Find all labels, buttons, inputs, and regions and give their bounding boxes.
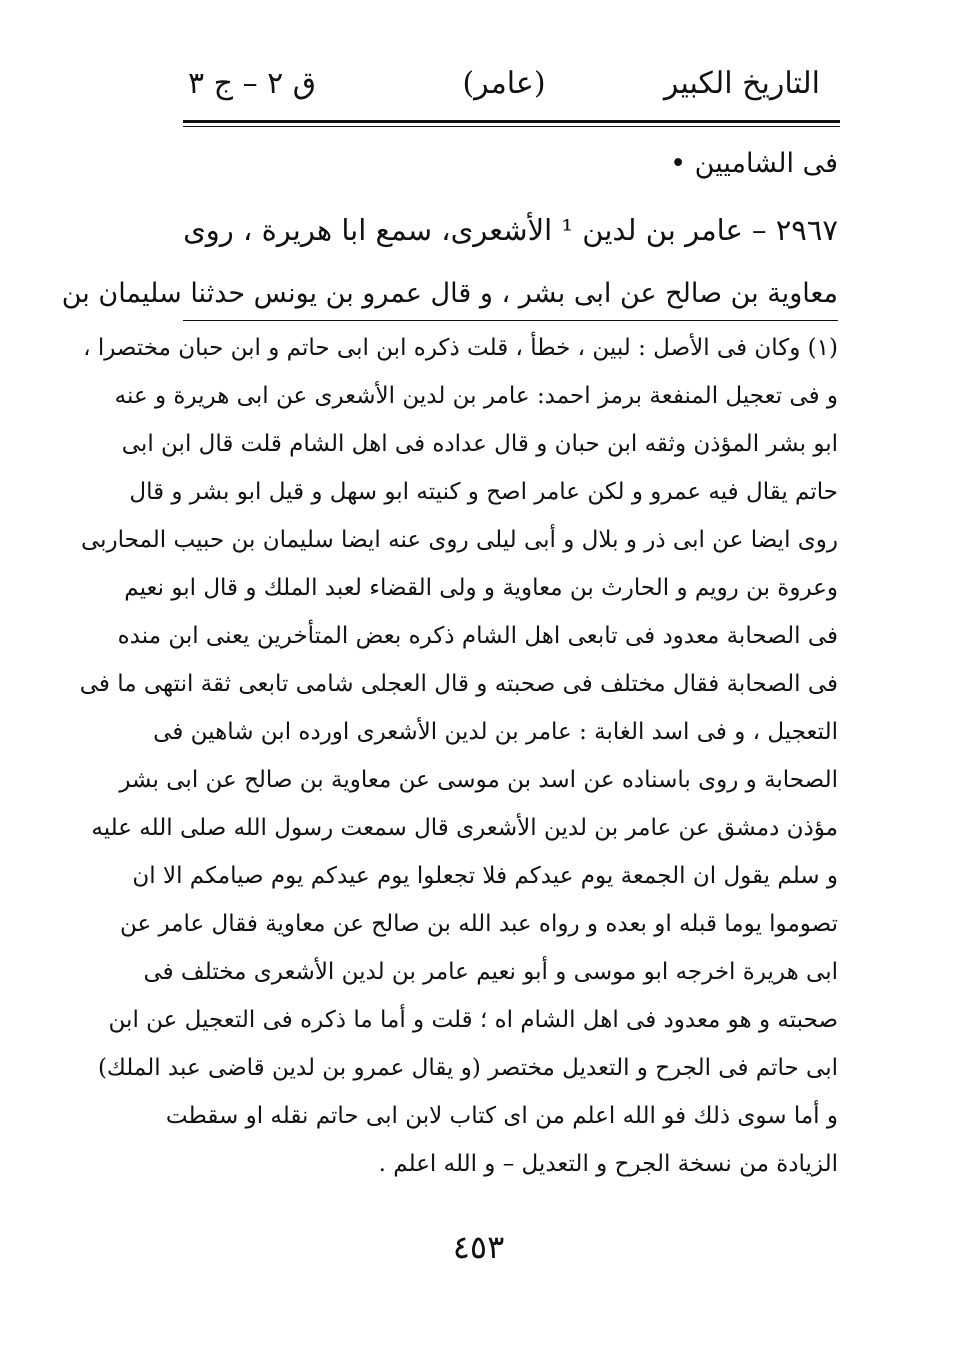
footnote-line: و فى تعجيل المنفعة برمز احمد: عامر بن لدين الأشعرى عن ابى هريرة و عنه — [114, 383, 838, 409]
footnote-line: ابى حاتم فى الجرح و التعديل مختصر (و يقال عمرو بن لدين قاضى عبد الملك) — [97, 1055, 838, 1081]
footnote-line: صحبته و هو معدود فى اهل الشام اه ؛ قلت و أما ما ذكره فى التعجيل عن ابن — [108, 1007, 838, 1033]
footnote-line: حاتم يقال فيه عمرو و لكن عامر اصح و كنيته ابو سهل و قيل ابو بشر و قال — [129, 479, 838, 505]
footnote-line: الصحابة و روى باسناده عن اسد بن موسى عن معاوية بن صالح عن ابى بشر — [119, 767, 838, 793]
body-line: فى الشاميين • — [670, 148, 838, 179]
section-name: (عامر) — [462, 66, 546, 101]
footnote-line: ابى هريرة اخرجه ابو موسى و أبو نعيم عامر بن لدين الأشعرى مختلف فى — [143, 959, 838, 985]
footnote-line: فى الصحابة فقال مختلف فى صحبته و قال العجلى شامى تابعى ثقة انتهى ما فى — [79, 671, 838, 697]
header-rule-thick — [183, 120, 840, 123]
footnote-line: مؤذن دمشق عن عامر بن لدين الأشعرى قال سمعت رسول الله صلى الله عليه — [91, 815, 838, 841]
footnote-line: التعجيل ، و فى اسد الغابة : عامر بن لدين الأشعرى اورده ابن شاهين فى — [153, 719, 838, 745]
footnote-line: (١) وكان فى الأصل : لبين ، خطأ ، قلت ذكره ابن ابى حاتم و ابن حبان مختصرا ، — [83, 335, 838, 361]
running-header — [188, 58, 820, 110]
footnote-line: الزيادة من نسخة الجرح و التعديل – و الله اعلم . — [378, 1151, 838, 1177]
footnote-line: فى الصحابة معدود فى تابعى اهل الشام ذكره بعض المتأخرين يعنى ابن منده — [117, 623, 838, 649]
footnote-line: روى ايضا عن ابى ذر و بلال و أبى ليلى روى عنه ايضا سليمان بن حبيب المحاربى — [80, 527, 838, 553]
footnote-text — [79, 330, 838, 1220]
entry-heading-line: ٢٩٦٧ – عامر بن لدين ¹ الأشعرى، سمع ابا هريرة ، روى — [183, 213, 838, 247]
book-title: التاريخ الكبير — [663, 66, 820, 101]
footnote-separator — [183, 320, 838, 321]
header-rule-thin — [183, 126, 840, 127]
footnote-line: وعروة بن رويم و الحارث بن معاوية و ولى القضاء لعبد الملك و قال ابو نعيم — [124, 575, 838, 601]
main-text — [61, 140, 838, 320]
page-number: ٤٥٣ — [452, 1228, 505, 1266]
footnote-line: و سلم يقول ان الجمعة يوم عيدكم فلا تجعلوا يوم عيدكم يوم صيامكم الا ان — [132, 863, 838, 889]
footnote-line: ابو بشر المؤذن وثقه ابن حبان و قال عداده فى اهل الشام قلت قال ابن ابى — [121, 431, 838, 457]
volume-reference: ق ٢ – ج ٣ — [188, 66, 317, 101]
body-line: معاوية بن صالح عن ابى بشر ، و قال عمرو بن يونس حدثنا سليمان بن — [61, 278, 838, 309]
footnote-line: و أما سوى ذلك فو الله اعلم من اى كتاب لابن ابى حاتم نقله او سقطت — [165, 1103, 838, 1129]
footnote-line: تصوموا يوما قبله او بعده و رواه عبد الله بن صالح عن معاوية فقال عامر عن — [119, 911, 838, 937]
